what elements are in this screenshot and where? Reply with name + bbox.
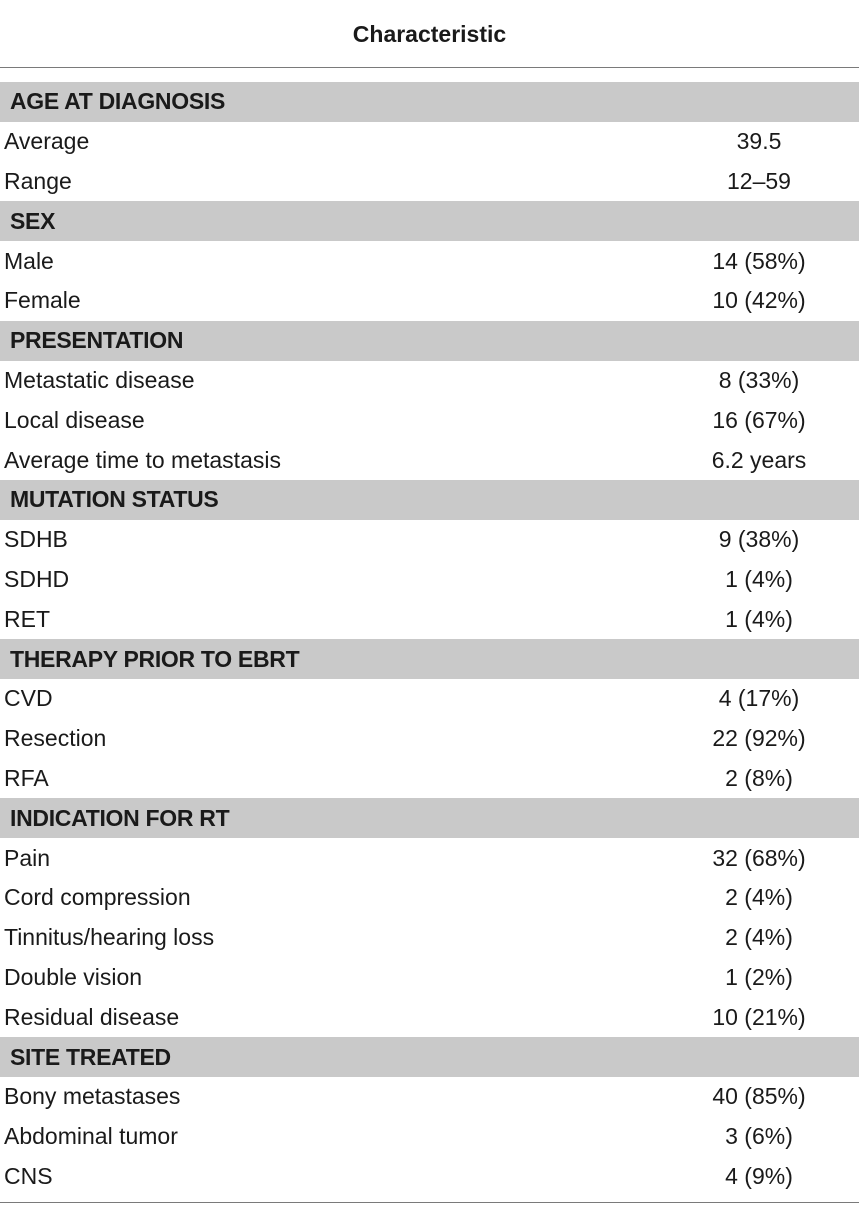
row-label: Tinnitus/hearing loss [4,924,215,951]
row-value: 10 (21%) [712,1003,806,1030]
row-value: 1 (2%) [725,963,793,990]
table-row [0,281,859,321]
table-row [0,1117,859,1157]
section-mutation-status [0,480,859,639]
row-label: Local disease [4,406,145,433]
table-row [0,361,859,401]
row-label: CVD [4,685,53,712]
row-value: 4 (9%) [725,1162,793,1189]
table-row [0,878,859,918]
table-row [0,520,859,560]
row-value: 1 (4%) [725,565,793,592]
row-value: 16 (67%) [712,406,806,433]
row-value: 10 (42%) [712,287,806,314]
table-row [0,440,859,480]
section-title: THERAPY PRIOR TO EBRT [0,639,859,679]
table-row [0,679,859,719]
row-label: Metastatic disease [4,366,195,393]
bottom-rule [0,1202,859,1203]
section-title: INDICATION FOR RT [0,798,859,838]
section-title: PRESENTATION [0,321,859,361]
row-label: Pain [4,844,51,871]
table-row [0,997,859,1037]
table-row [0,838,859,878]
row-value: 32 (68%) [712,844,806,871]
table-row [0,719,859,759]
row-value: 2 (8%) [725,764,793,791]
row-label: Double vision [4,963,143,990]
row-label: Female [4,287,81,314]
row-label: SDHB [4,526,68,553]
row-value: 40 (85%) [712,1083,806,1110]
table-row [0,958,859,998]
section-indication-for-rt [0,798,859,1037]
section-presentation [0,321,859,480]
row-label: Resection [4,725,107,752]
row-value: 9 (38%) [718,526,800,553]
section-sex [0,201,859,320]
header-gap [0,68,859,82]
section-title: SEX [0,201,859,241]
row-value: 8 (33%) [718,366,800,393]
row-label: Average time to metastasis [4,446,281,473]
row-label: CNS [4,1162,53,1189]
table-row [0,759,859,799]
table-row [0,1157,859,1197]
column-header: Characteristic [0,0,859,68]
table-row [0,599,859,639]
row-value: 2 (4%) [725,924,793,951]
row-value: 39.5 [736,128,782,155]
row-label: Male [4,247,54,274]
row-value: 6.2 years [711,446,807,473]
table-row [0,241,859,281]
row-value: 12–59 [727,167,791,194]
row-label: SDHD [4,565,70,592]
row-label: RET [4,605,50,632]
row-label: Cord compression [4,884,191,911]
table-row [0,560,859,600]
row-value: 3 (6%) [725,1123,793,1150]
row-label: Residual disease [4,1003,180,1030]
row-value: 22 (92%) [712,725,806,752]
row-value: 14 (58%) [712,247,806,274]
section-title: SITE TREATED [0,1037,859,1077]
row-label: Bony metastases [4,1083,181,1110]
section-title: MUTATION STATUS [0,480,859,520]
table-row [0,1077,859,1117]
row-value: 1 (4%) [725,605,793,632]
section-site-treated [0,1037,859,1196]
table-row [0,400,859,440]
row-value: 2 (4%) [725,884,793,911]
table-row [0,122,859,162]
row-label: Average [4,128,90,155]
row-label: RFA [4,764,49,791]
section-therapy-prior-to-ebrt [0,639,859,798]
table-row [0,918,859,958]
row-label: Abdominal tumor [4,1123,178,1150]
row-value: 4 (17%) [718,685,800,712]
section-title: AGE AT DIAGNOSIS [0,82,859,122]
section-age-at-diagnosis [0,82,859,201]
row-label: Range [4,167,72,194]
table-row [0,162,859,202]
